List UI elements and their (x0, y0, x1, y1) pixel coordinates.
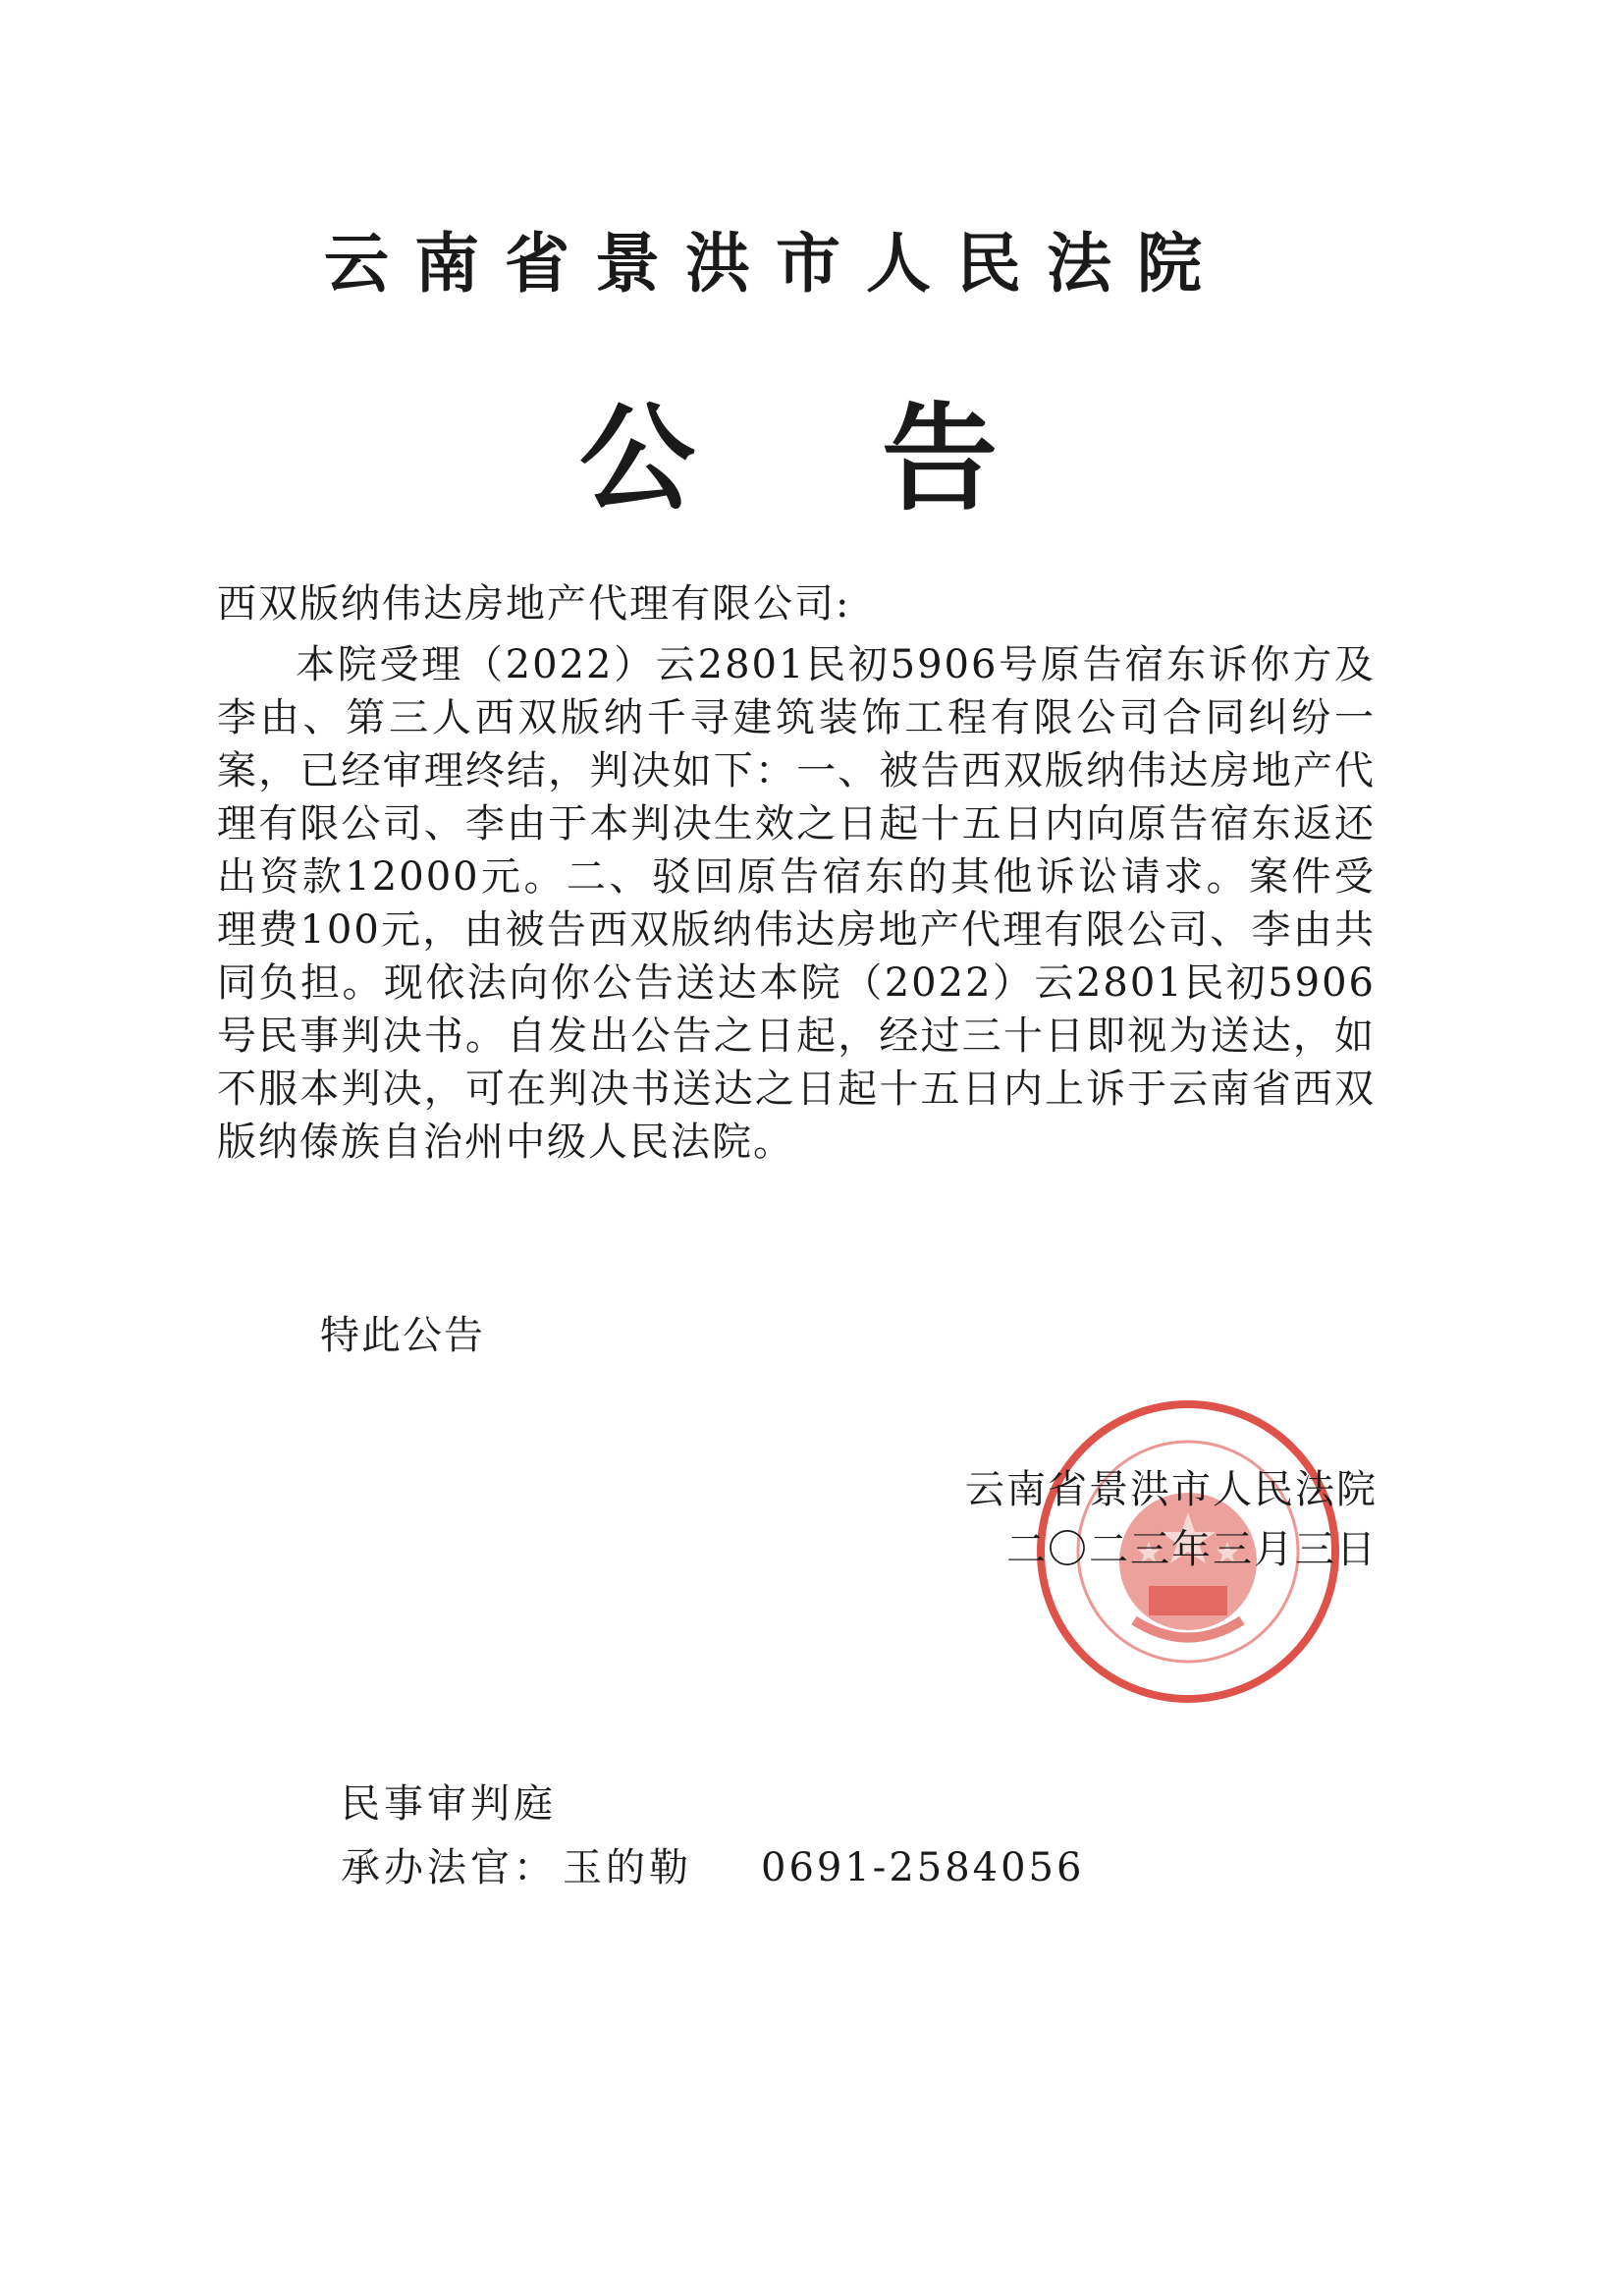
signature-date: 二〇二三年三月三日 (1006, 1527, 1378, 1572)
judge-name: 玉的勒 (563, 1845, 692, 1890)
judge-phone: 0691-2584056 (761, 1845, 1085, 1890)
signature-court-name: 云南省景洪市人民法院 (965, 1467, 1378, 1512)
judge-contact-line (341, 1836, 1084, 1892)
judge-label: 承办法官： (341, 1845, 557, 1890)
document-title: 公告 (579, 391, 1185, 526)
division-name: 民事审判庭 (341, 1781, 557, 1827)
notice-body-paragraph: 本院受理（2022）云2801民初5906号原告宿东诉你方及李由、第三人西双版纳千寻建筑装饰工程有限公司合同纠纷一案，已经审理终结，判决如下：一、被告西双版纳伟达房地产代理有限公司、李由于本判决生效之日起十五日内向原告宿东返还出资款12000元。二、驳回原告宿东的其他诉讼请求。案件受理费100元，由被告西双版纳伟达房地产代理有限公司、李由共同负担。现依法向你公告送达本院（2022）云2801民初5906号民事判决书。自发出公告之日起，经过三十日即视为送达，如不服本判决，可在判决书送达之日起十五日内上诉于云南省西双版纳傣族自治州中级人民法院。 (217, 642, 1376, 1165)
addressee: 西双版纳伟达房地产代理有限公司: (217, 581, 851, 627)
closing-phrase: 特此公告 (320, 1313, 485, 1358)
court-name-header: 云南省景洪市人民法院 (324, 225, 1227, 301)
